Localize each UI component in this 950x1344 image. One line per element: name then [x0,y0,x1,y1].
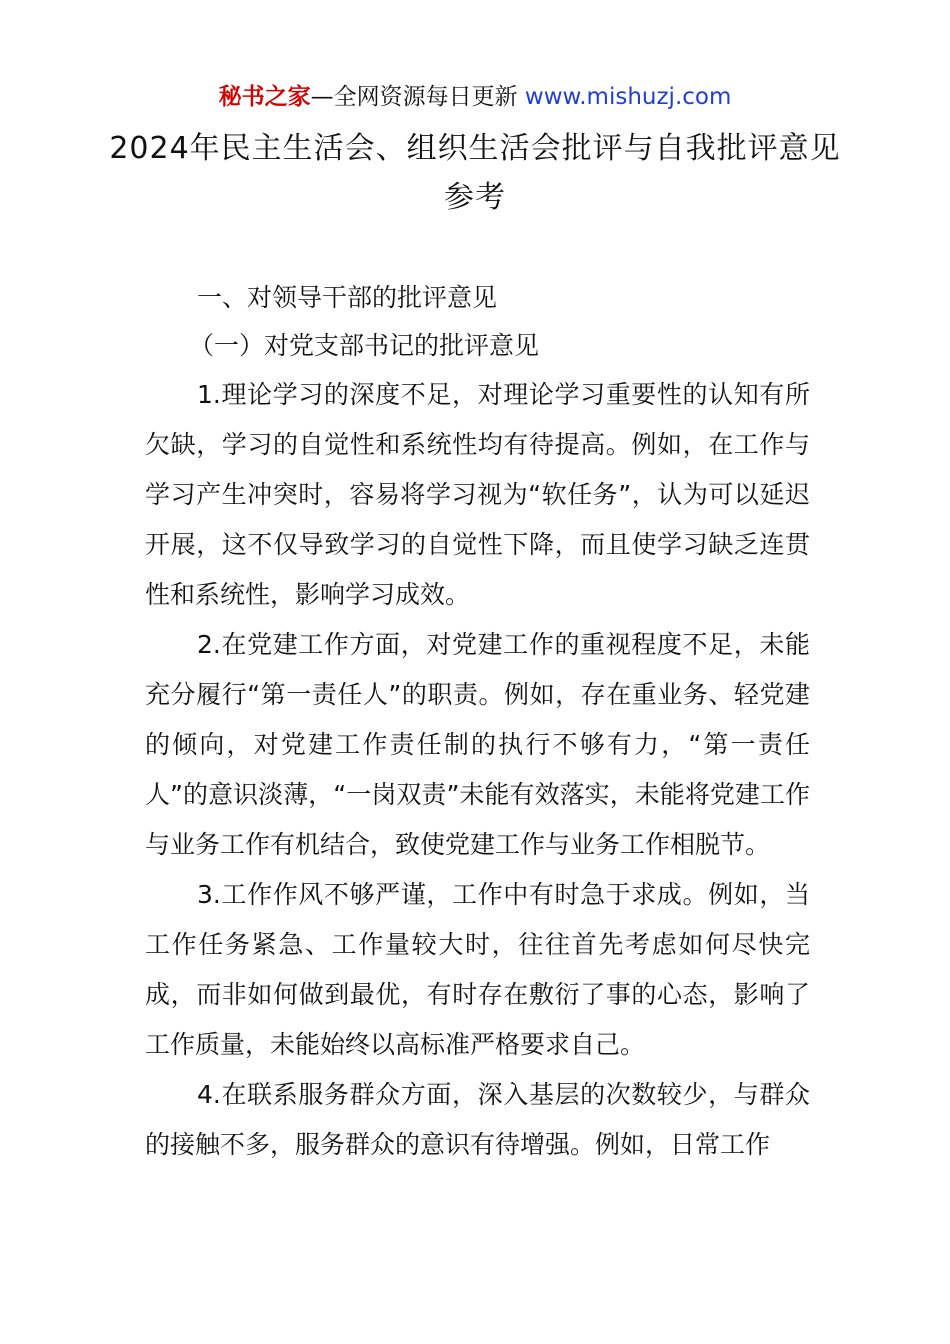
site-banner [0,80,950,114]
paragraph-2: 2.在党建工作方面，对党建工作的重视程度不足，未能充分履行“第一责任人”的职责。例如，存在重业务、轻党建的倾向，对党建工作责任制的执行不够有力，“第一责任人”的意识淡薄，“一岗双责”未能有效落实，未能将党建工作与业务工作有机结合，致使党建工作与业务工作相脱节。 [145,630,810,859]
section-heading: 一、对领导干部的批评意见 [197,283,498,312]
banner-brand: 秘书之家 [218,84,311,110]
paragraph-3: 3.工作作风不够严谨，工作中有时急于求成。例如，当工作任务紧急、工作量较大时，往往首先考虑如何尽快完成，而非如何做到最优，有时存在敷衍了事的心态，影响了工作质量，未能始终以高标准严格要求自己。 [145,880,810,1059]
paragraph-4: 4.在联系服务群众方面，深入基层的次数较少，与群众的接触不多，服务群众的意识有待增强。例如，日常工作 [145,1080,810,1159]
subsection-heading: （一）对党支部书记的批评意见 [189,331,540,360]
banner-tagline: —全网资源每日更新 [310,84,525,110]
document-body [145,274,810,1170]
banner-url-link[interactable]: www.mishuzj.com [524,84,732,110]
document-title: 2024年民主生活会、组织生活会批评与自我批评意见参考 [109,131,841,215]
paragraph-1: 1.理论学习的深度不足，对理论学习重要性的认知有所欠缺，学习的自觉性和系统性均有待提高。例如，在工作与学习产生冲突时，容易将学习视为“软任务”，认为可以延迟开展，这不仅导致学习的自觉性下降，而且使学习缺乏连贯性和系统性，影响学习成效。 [145,380,810,609]
